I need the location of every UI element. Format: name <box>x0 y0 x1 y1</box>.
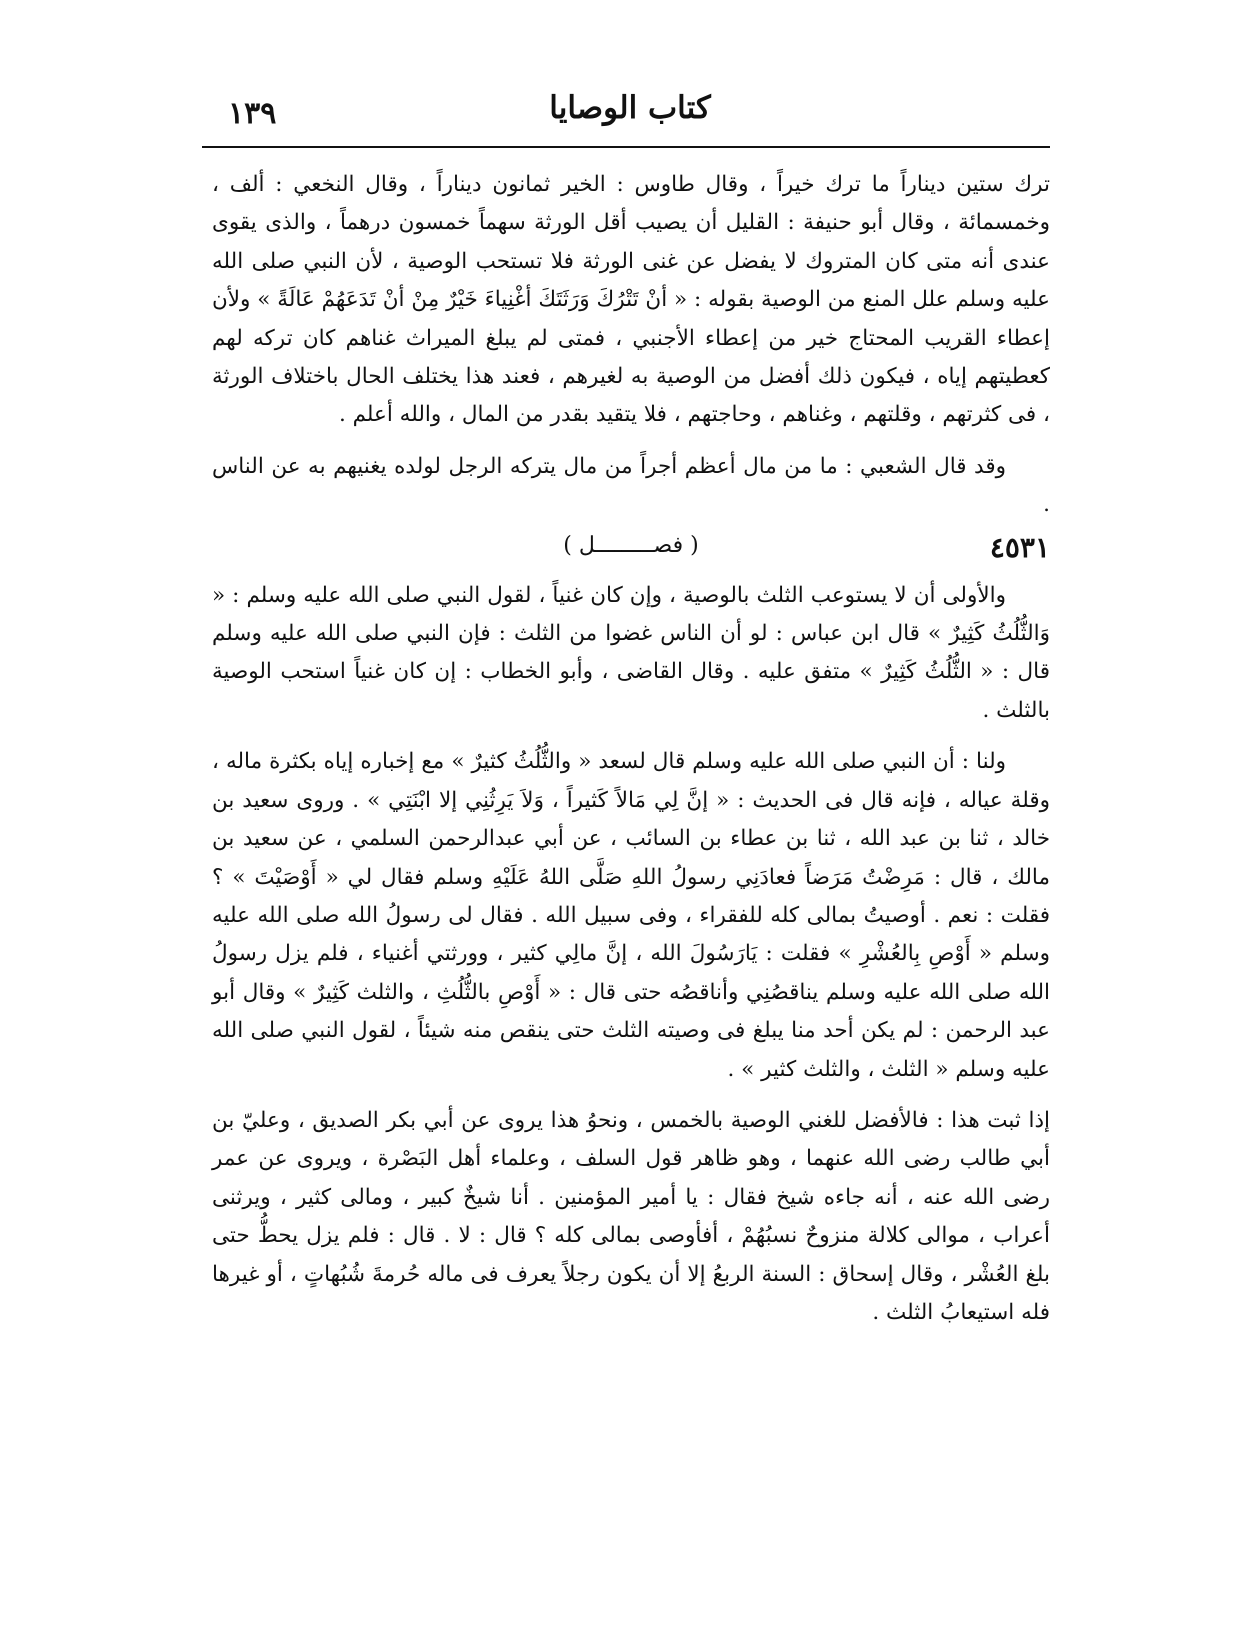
paragraph-5: إذا ثبت هذا : فالأفضل للغني الوصية بالخمس ، ونحوُ هذا يروى عن أبي بكر الصديق ، وعليّ بن أبي طالب رضى الله عنهما ، وهو ظاهر قول السلف ، وعلماء أهل البَصْرة ، ويروى عن عمر رضى الله عنه ، أنه جاءه شيخ فقال : يا أمير المؤمنين . أنا شيخٌ كبير ، ومالى كثير ، ويرثنى أعراب ، موالى كلالة منزوحٌ نسبُهُمْ ، أفأوصى بمالى كله ؟ قال : لا . قال : فلم يزل يحطُّ حتى بلغ العُشْر ، وقال إسحاق : السنة الربعُ إلا أن يكون رجلاً يعرف فى ماله حُرمةَ شُبُهاتٍ ، أو غيرها فله استيعابُ الثلث . <box>212 1107 1050 1325</box>
section-heading <box>212 525 1050 577</box>
paragraph-4: ولنا : أن النبي صلى الله عليه وسلم قال لسعد « والثُّلُثُ كثيرٌ » مع إخباره إياه بكثرة ماله ، وقلة عياله ، فإنه قال فى الحديث : « إنَّ لِي مَالاً كَثيراً ، وَلاَ يَرِثُنِي إلا ابْنَتِي » . وروى سعيد بن خالد ، ثنا بن عبد الله ، ثنا بن عطاء بن السائب ، عن أبي عبدالرحمن السلمي ، عن سعيد بن مالك ، قال : مَرِضْتُ مَرَضاً فعادَنِي رسولُ اللهِ صَلَّى اللهُ عَلَيْهِ وسلم فقال لي « أَوْصَيْتَ » ؟ فقلت : نعم . أوصيتُ بمالى كله للفقراء ، وفى سبيل الله . فقال لى رسولُ الله صلى الله عليه وسلم « أَوْصِ بِالعُشْرِ » فقلت : يَارَسُولَ الله ، إنَّ مالِي كثير ، وورثتي أغنياء ، فلم يزل رسولُ الله صلى الله عليه وسلم يناقصُنِي وأناقصُه حتى قال : « أَوْصِ بالثُّلُثِ ، والثلث كَثِيرٌ » وقال أبو عبد الرحمن : لم يكن أحد منا يبلغ فى وصيته الثلث حتى ينقص منه شيئاً ، لقول النبي صلى الله عليه وسلم « الثلث ، والثلث كثير » . <box>212 749 1050 1082</box>
body-text <box>212 166 1050 1332</box>
paragraph-spacer <box>212 730 1050 743</box>
paragraph-1: ترك ستين ديناراً ما ترك خيراً ، وقال طاوس : الخير ثمانون ديناراً ، وقال النخعي : ألف ، وخمسمائة ، وقال أبو حنيفة : القليل أن يصيب أقل الورثة سهماً خمسون درهماً ، والذى يقوى عندى أنه متى كان المتروك لا يفضل عن غنى الورثة فلا تستحب الوصية ، لأن النبي صلى الله عليه وسلم علل المنع من الوصية بقوله : « أنْ تَتْرُكَ وَرَثَتَكَ أغْنِياءَ خَيْرٌ مِنْ أنْ تَدَعَهُمْ عَالَةً » ولأن إعطاء القريب المحتاج خير من إعطاء الأجنبي ، فمتى لم يبلغ الميراث غناهم كان تركه لهم كعطيتهم إياه ، فيكون ذلك أفضل من الوصية به لغيرهم ، فعند هذا يختلف الحال باختلاف الورثة ، فى كثرتهم ، وقلتهم ، وغناهم ، وحاجتهم ، فلا يتقيد بقدر من المال ، والله أعلم . <box>212 172 1050 428</box>
page-number: ١٣٩ <box>228 96 277 131</box>
paragraph-spacer <box>212 435 1050 448</box>
paragraph-spacer <box>212 1089 1050 1102</box>
section-number: ٤٥٣١ <box>989 530 1050 564</box>
section-title: ( فصـــــــــل ) <box>563 532 699 558</box>
running-title: كتاب الوصايا <box>549 90 711 126</box>
header-rule <box>202 146 1050 148</box>
paragraph-3: والأولى أن لا يستوعب الثلث بالوصية ، وإن كان غنياً ، لقول النبي صلى الله عليه وسلم : « وَالثُّلُثُ كَثِيرٌ » قال ابن عباس : لو أن الناس غضوا من الثلث : فإن النبي صلى الله عليه وسلم قال : « الثُّلُثُ كَثِيرٌ » متفق عليه . وقال القاضى ، وأبو الخطاب : إن كان غنياً استحب الوصية بالثلث . <box>212 582 1050 723</box>
paragraph-2: وقد قال الشعبي : ما من مال أعظم أجراً من مال يتركه الرجل لولده يغنيهم به عن الناس . <box>212 453 1050 518</box>
